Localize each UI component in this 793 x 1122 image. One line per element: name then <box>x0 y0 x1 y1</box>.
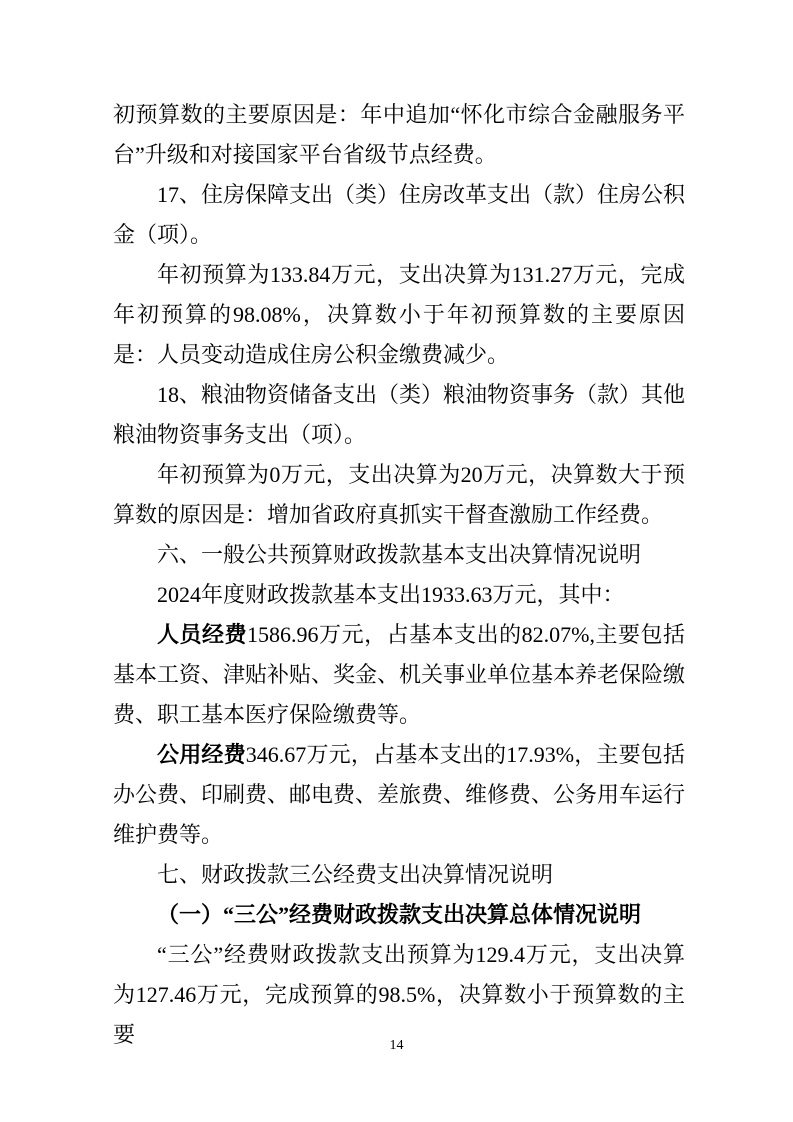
paragraph-public-funds <box>113 735 685 855</box>
paragraph-item-18-budget-detail <box>113 455 685 535</box>
paragraph-text: 年初预算为133.84万元，支出决算为131.27万元，完成年初预算的98.08%，决算数小于年初预算数的主要原因是：人员变动造成住房公积金缴费减少。 <box>113 262 685 367</box>
paragraph-text: 1586.96万元，占基本支出的82.07%,主要包括基本工资、津贴补贴、奖金、机关事业单位基本养老保险缴费、职工基本医疗保险缴费等。 <box>113 622 686 727</box>
heading-section-7-three-public-funds <box>113 855 685 895</box>
paragraph-item-17-budget-detail <box>113 255 685 375</box>
paragraph-text: 七、财政拨款三公经费支出决算情况说明 <box>157 862 554 887</box>
paragraph-text: “三公”经费财政拨款支出预算为129.4万元，支出决算为127.46万元，完成预算的98.5%，决算数小于预算数的主要 <box>113 942 685 1047</box>
paragraph-text: 18、粮油物资储备支出（类）粮油物资事务（款）其他粮油物资事务支出（项）。 <box>113 382 686 447</box>
paragraph-item-18-grain-reserve <box>113 375 685 455</box>
paragraph-text: 初预算数的主要原因是：年中追加“怀化市综合金融服务平台”升级和对接国家平台省级节点经费。 <box>113 102 685 167</box>
page-number: 14 <box>389 1038 404 1053</box>
paragraph-budget-reason-continuation <box>113 95 685 175</box>
heading-bold-text: （一）“三公”经费财政拨款支出决算总体情况说明 <box>157 902 642 927</box>
public-funds-label: 公用经费 <box>157 742 246 767</box>
paragraph-personnel-funds <box>113 615 685 735</box>
paragraph-text: 346.67万元，占基本支出的17.93%，主要包括办公费、印刷费、邮电费、差旅费、维修费、公务用车运行维护费等。 <box>113 742 686 847</box>
paragraph-text: 17、住房保障支出（类）住房改革支出（款）住房公积金（项）。 <box>113 182 686 247</box>
paragraph-2024-basic-expenditure-total <box>113 575 685 615</box>
personnel-funds-label: 人员经费 <box>157 622 248 647</box>
paragraph-text: 2024年度财政拨款基本支出1933.63万元，其中： <box>157 582 625 607</box>
paragraph-text: 六、一般公共预算财政拨款基本支出决算情况说明 <box>157 542 642 567</box>
document-body <box>113 95 685 1055</box>
paragraph-item-17-housing-security <box>113 175 685 255</box>
heading-section-6-basic-expenditure <box>113 535 685 575</box>
paragraph-text: 年初预算为0万元，支出决算为20万元，决算数大于预算数的原因是：增加省政府真抓实干督查激励工作经费。 <box>113 462 685 527</box>
heading-three-public-overview <box>113 895 685 935</box>
